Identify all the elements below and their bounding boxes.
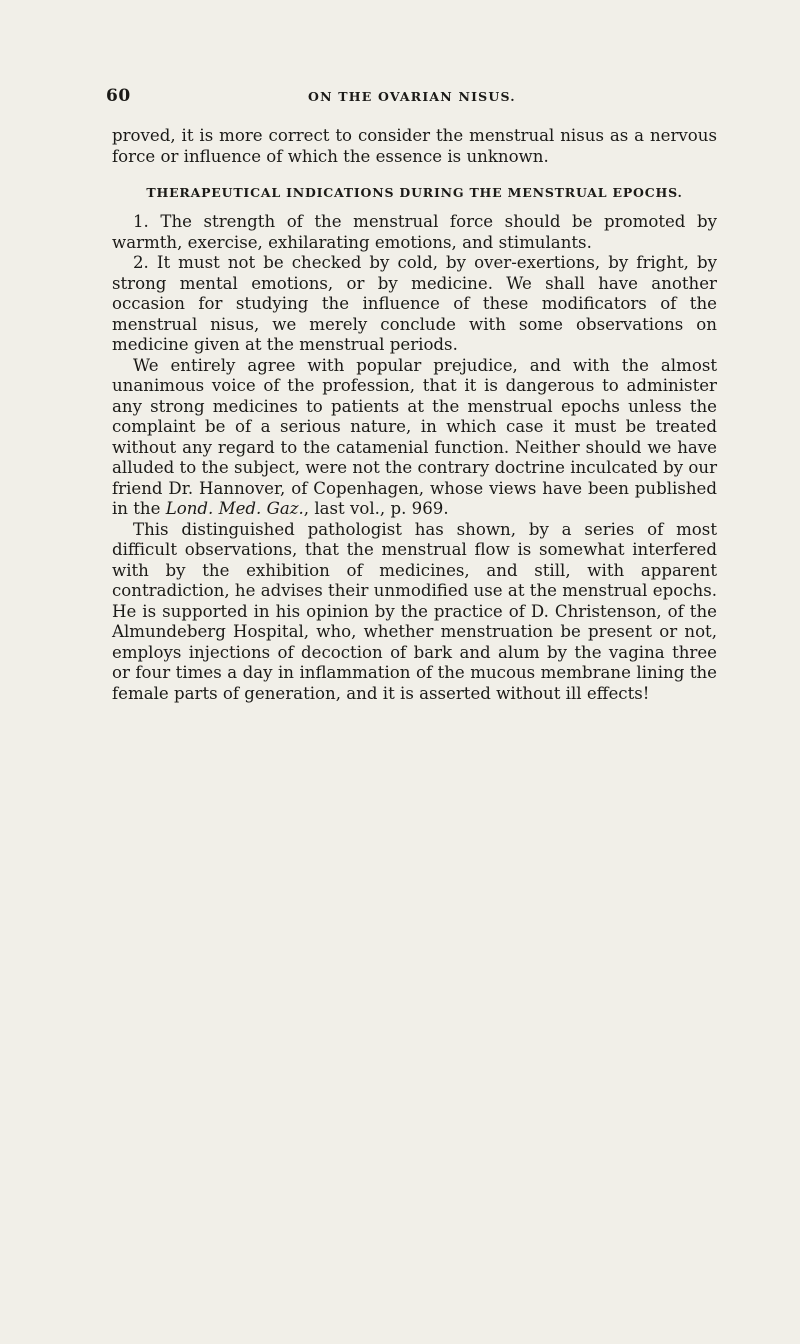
paragraph-2: 2. It must not be checked by cold, by over-exertions, by fright, by strong mental emotions, or by medicine. We shall have another occasion for studying the influence of these modificators of the menstrual nisus, we merely conclude with some observations on medicine given at the menstrual periods. <box>112 253 717 354</box>
book-page <box>106 86 717 704</box>
paragraph-4: This distinguished pathologist has shown, by a series of most difficult observations, that the menstrual flow is somewhat interfered with by the exhibition of medicines, and still, with apparent contradiction, he advises their unmodified use at the menstrual epochs. He is supported in his opinion by the practice of D. Christenson, of the Almundeberg Hospital, who, whether menstruation be present or not, employs injections of decoction of bark and alum by the vagina three or four times a day in inflammation of the mucous membrane lining the female parts of generation, and it is asserted without ill effects! <box>112 519 717 703</box>
page-number: 60 <box>106 86 131 106</box>
intro-paragraph: proved, it is more correct to consider the menstrual nisus as a nervous force or influence of which the essence is unknown. <box>112 126 717 166</box>
paragraph-1: 1. The strength of the menstrual force should be promoted by warmth, exercise, exhilarating emotions, and stimulants. <box>112 212 717 252</box>
running-title: ON THE OVARIAN NISUS. <box>308 89 516 104</box>
journal-citation: Lond. Med. Gaz. <box>165 499 304 518</box>
section-heading: THERAPEUTICAL INDICATIONS DURING THE MENSTRUAL EPOCHS. <box>146 185 683 200</box>
running-head <box>106 86 717 108</box>
paragraph-3-text: We entirely agree with popular prejudice, and with the almost unanimous voice of the profession, that it is dangerous to administer any strong medicines to patients at the menstrual epochs unless the complaint be of a serious nature, in which case it must be treated without any regard to the catamenial function. Neither should we have alluded to the subject, were not the contrary doctrine inculcated by our friend Dr. Hannover, of Copenhagen, whose views have been published in the <box>112 355 717 518</box>
paragraph-3 <box>112 356 717 520</box>
paragraph-3-tail: , last vol., p. 969. <box>303 499 449 518</box>
